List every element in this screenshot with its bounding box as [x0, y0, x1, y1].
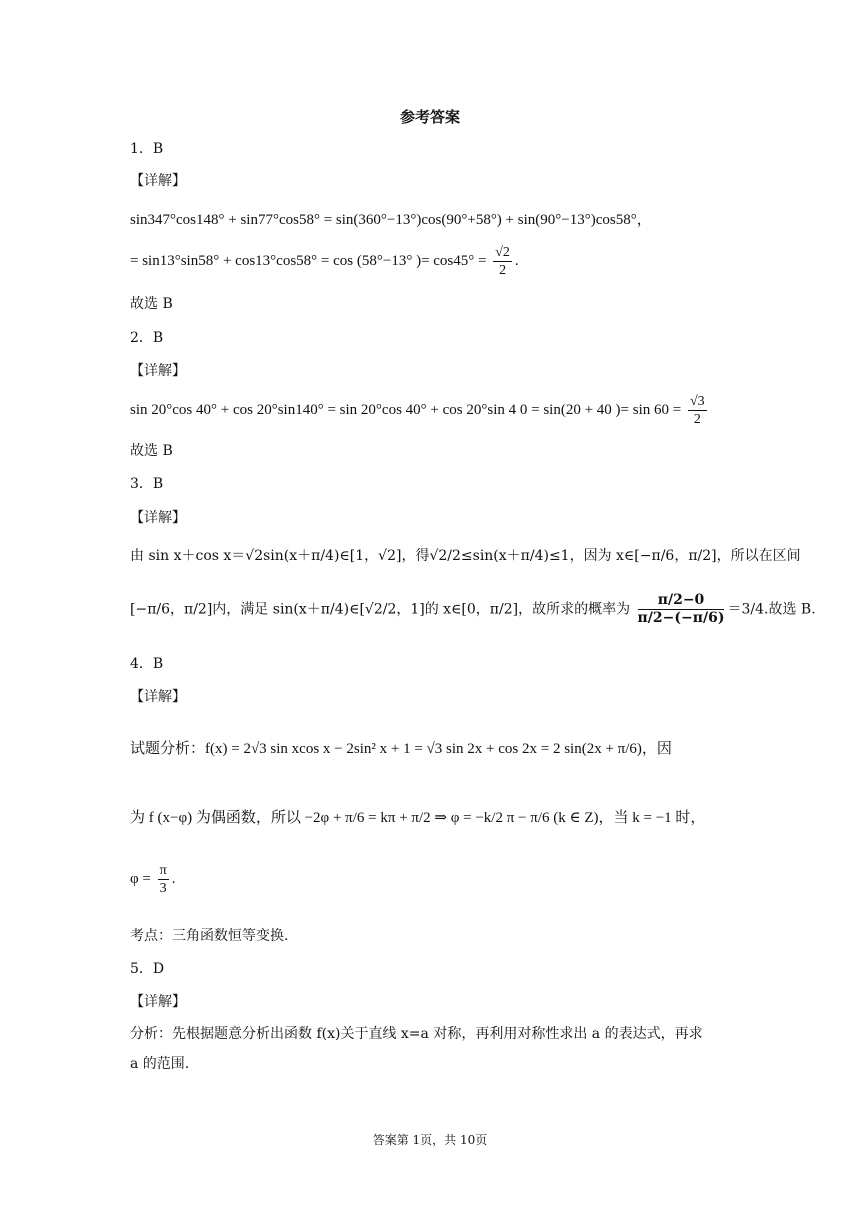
q2-fraction	[688, 393, 707, 428]
q1-heading: 【详解】	[130, 173, 186, 189]
q3-line2a: [−π/6，π/2]内，满足 sin(x＋π/4)∈[√2/2，1]的 x∈[0，π/2]，故所求的概率为	[130, 601, 631, 618]
q4-note: 考点：三角函数恒等变换.	[130, 928, 289, 944]
q4-heading: 【详解】	[130, 689, 186, 705]
q1-line2-prefix: = sin13°sin58° + cos13°cos58° = cos (58°−13° )= cos45° =	[130, 252, 487, 269]
q4-number: 4．B	[130, 656, 164, 672]
q2-conclusion: 故选 B	[130, 443, 173, 459]
q4-line3-suffix: .	[171, 870, 176, 887]
q2-frac-num: √3	[689, 394, 705, 409]
q5-number: 5．D	[130, 961, 165, 977]
q2-line1	[130, 393, 710, 428]
q1-conclusion: 故选 B	[130, 296, 173, 312]
q4-frac-num: π	[159, 863, 167, 878]
q3-prob-den: π/2−(−π/6)	[637, 610, 725, 626]
q4-line3-prefix: φ =	[130, 870, 151, 887]
q3-heading: 【详解】	[130, 510, 186, 526]
q3-probability-fraction	[638, 592, 725, 627]
q1-line2	[130, 244, 519, 279]
q4-fraction	[158, 862, 169, 897]
q3-prob-num: π/2−0	[638, 592, 725, 610]
q3-line1: 由 sin x＋cos x＝√2sin(x＋π/4)∈[1，√2]，得√2/2≤sin(x＋π/4)≤1，因为 x∈[−π/6，π/2]，所以在区间	[130, 548, 801, 564]
q2-heading: 【详解】	[130, 363, 186, 379]
q4-line1: 试题分析：f(x) = 2√3 sin xcos x − 2sin² x + 1 = √3 sin 2x + cos 2x = 2 sin(2x + π/6)，因	[130, 741, 672, 757]
q1-frac-num: √2	[495, 245, 510, 260]
q2-frac-den: 2	[693, 412, 701, 427]
q5-para1: 分析：先根据题意分析出函数 f(x)关于直线 x=a 对称，再利用对称性求出 a 的表达式，再求	[130, 1026, 703, 1042]
q1-fraction	[493, 244, 512, 279]
q2-line1-text: sin 20°cos 40° + cos 20°sin140° = sin 20°cos 40° + cos 20°sin 4 0 = sin(20 + 40 )= sin 60 =	[130, 401, 682, 418]
page-footer: 答案第 1页，共 10页	[372, 1133, 488, 1147]
q2-number: 2．B	[130, 330, 164, 346]
q4-frac-den: 3	[159, 881, 167, 896]
q5-para2: a 的范围.	[130, 1056, 190, 1072]
q1-number: 1．B	[130, 141, 164, 157]
q1-frac-den: 2	[499, 263, 507, 278]
q5-heading: 【详解】	[130, 994, 186, 1010]
q3-line2b: ＝3/4.故选 B.	[727, 601, 816, 618]
q3-line2	[130, 592, 816, 627]
q4-line3	[130, 862, 175, 897]
page-title: 参考答案	[399, 108, 460, 126]
q3-number: 3．B	[130, 476, 164, 492]
q1-line1: sin347°cos148° + sin77°cos58° = sin(360°−13°)cos(90°+58°) + sin(90°−13°)cos58°，	[130, 212, 652, 228]
q1-line2-suffix: .	[514, 252, 519, 269]
q4-line2: 为 f (x−φ) 为偶函数，所以 −2φ + π/6 = kπ + π/2 ⇒ φ = −k/2 π − π/6 (k ∈ Z)，当 k = −1 时，	[130, 810, 706, 826]
